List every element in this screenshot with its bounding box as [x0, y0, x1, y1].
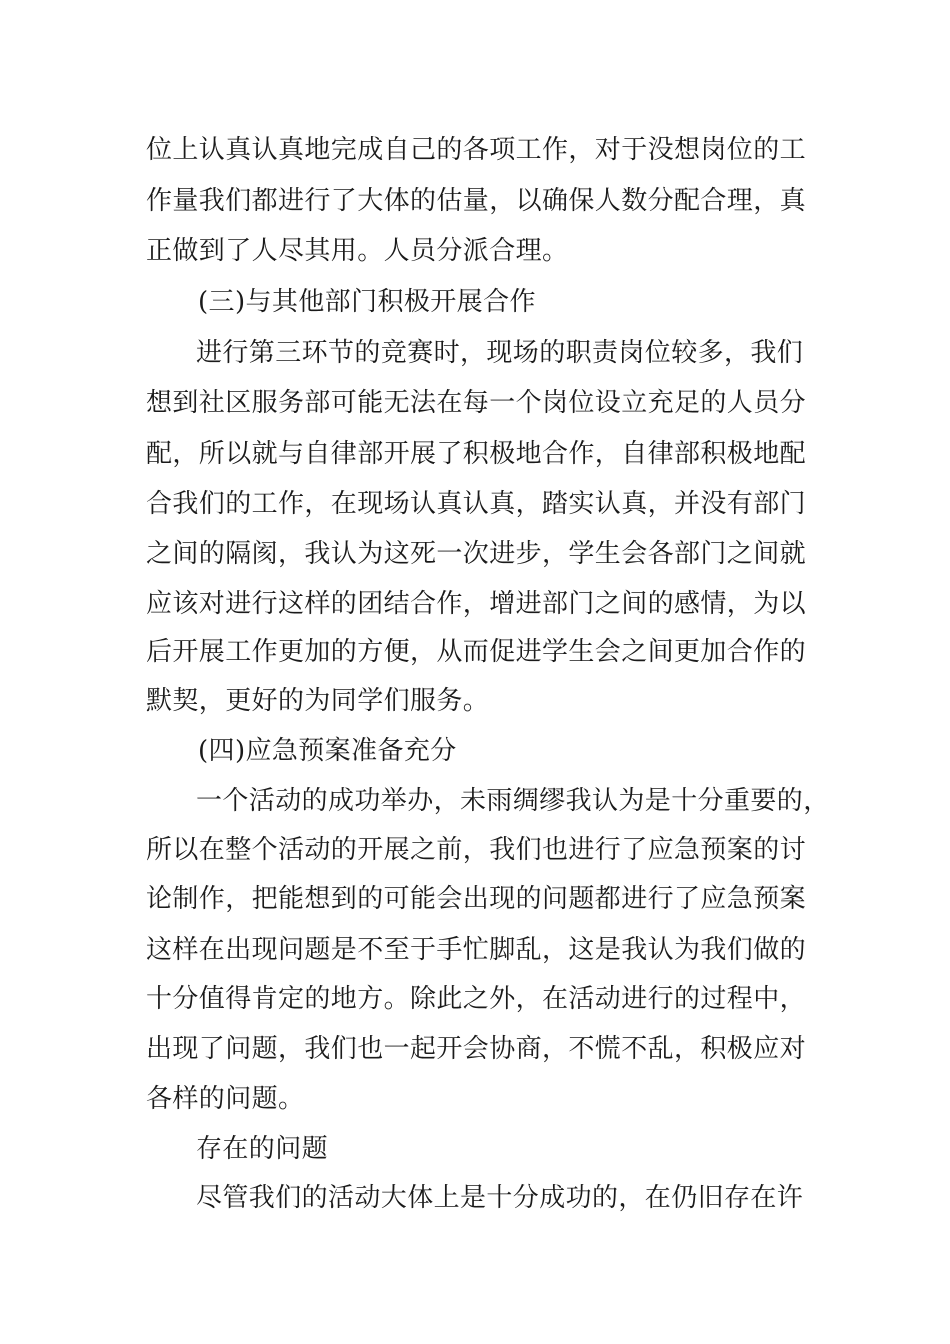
text-line: 十分值得肯定的地方。除此之外，在活动进行的过程中，	[146, 984, 807, 1014]
text-line: 出现了问题，我们也一起开会协商，不慌不乱，积极应对	[146, 1034, 807, 1064]
text-line: 应该对进行这样的团结合作，增进部门之间的感情，为以	[146, 589, 807, 619]
section-heading: (四)应急预案准备充分	[198, 736, 457, 766]
text-line: 尽管我们的活动大体上是十分成功的，在仍旧存在许	[196, 1183, 804, 1213]
text-line: 后开展工作更加的方便，从而促进学生会之间更加合作的	[146, 637, 807, 667]
text-line: 作量我们都进行了大体的估量，以确保人数分配合理，真	[146, 186, 807, 216]
text-line: 进行第三环节的竞赛时，现场的职责岗位较多，我们	[196, 338, 804, 368]
text-line: 正做到了人尽其用。人员分派合理。	[146, 236, 569, 266]
text-line: 论制作，把能想到的可能会出现的问题都进行了应急预案	[146, 884, 807, 914]
text-line: 配，所以就与自律部开展了积极地合作，自律部积极地配	[146, 439, 807, 469]
text-line: 所以在整个活动的开展之前，我们也进行了应急预案的讨	[146, 835, 807, 865]
text-line: 默契，更好的为同学们服务。	[146, 686, 490, 716]
text-line: 这样在出现问题是不至于手忙脚乱，这是我认为我们做的	[146, 935, 807, 965]
text-line: 一个活动的成功举办，未雨绸缪我认为是十分重要的，	[196, 786, 830, 816]
text-line: 各样的问题。	[146, 1084, 305, 1114]
text-line: 想到社区服务部可能无法在每一个岗位设立充足的人员分	[146, 388, 807, 418]
text-line: 位上认真认真地完成自己的各项工作，对于没想岗位的工	[146, 135, 807, 165]
text-line: 合我们的工作，在现场认真认真，踏实认真，并没有部门	[146, 489, 807, 519]
section-heading: (三)与其他部门积极开展合作	[198, 287, 536, 317]
section-heading: 存在的问题	[196, 1134, 329, 1164]
text-line: 之间的隔阂，我认为这死一次进步，学生会各部门之间就	[146, 539, 807, 569]
